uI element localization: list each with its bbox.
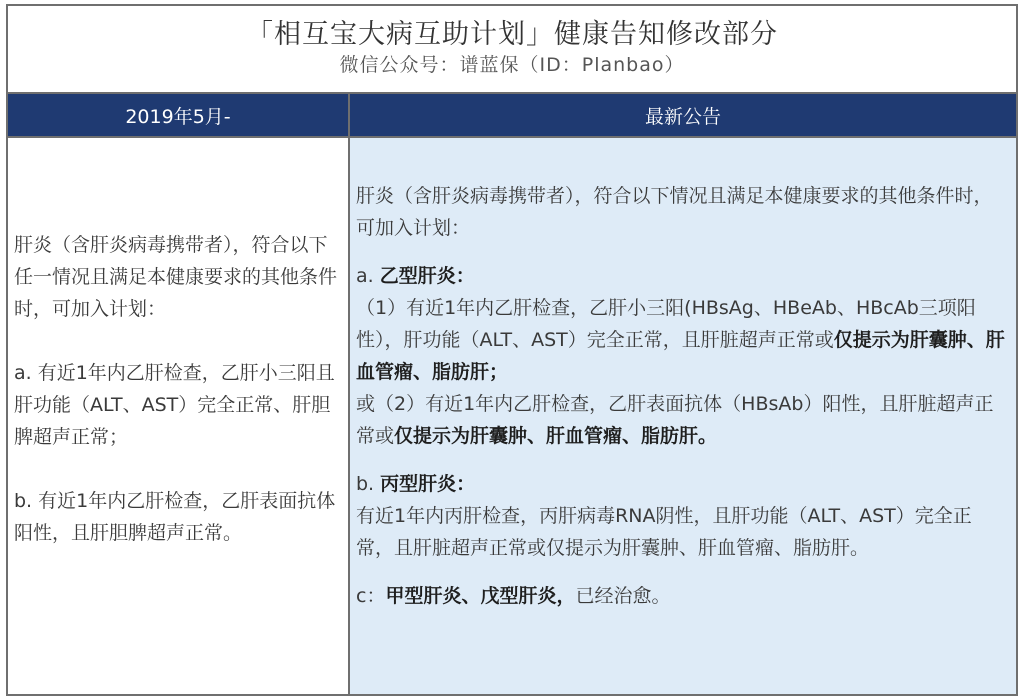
new-item-c-text: 已经治愈。 [575, 585, 671, 607]
page-title: 「相互宝大病互助计划」健康告知修改部分 [246, 19, 778, 50]
column-header-date: 2019年5月- [8, 94, 350, 136]
title-area [8, 6, 1016, 94]
page-subtitle: 微信公众号：谱蓝保（ID：Planbao） [339, 54, 685, 76]
new-item-b-text: 有近1年内丙肝检查，丙肝病毒RNA阴性，且肝功能（ALT、AST）完全正常，且肝脏超声正常或仅提示为肝囊肿、肝血管瘤、脂肪肝。 [356, 505, 972, 559]
new-item-a1-text: （1）有近1年内乙肝检查，乙肝小三阳(HBsAg、HBeAb、HBcAb三项阳性），肝功能（ALT、AST）完全正常，且肝脏超声正常或 [356, 297, 976, 351]
new-item-a2 [356, 388, 1006, 452]
new-item-a1-bold: 仅提示为肝囊肿、肝血管瘤、脂肪肝； [356, 329, 1005, 383]
new-item-b-title: 丙型肝炎： [380, 473, 476, 495]
new-item-a2-bold: 仅提示为肝囊肿、肝血管瘤、脂肪肝。 [394, 425, 718, 447]
new-item-b-heading [356, 468, 1006, 500]
new-item-a-prefix: a. [356, 265, 380, 287]
table-body-row [8, 138, 1016, 694]
new-item-c [356, 580, 1006, 612]
new-item-a1 [356, 292, 1006, 388]
new-item-b-prefix: b. [356, 473, 381, 495]
new-item-a-title: 乙型肝炎： [379, 265, 475, 287]
new-item-c-bold: 甲型肝炎、戊型肝炎， [385, 585, 576, 607]
old-item-a: a. 有近1年内乙肝检查，乙肝小三阳且肝功能（ALT、AST）完全正常、肝胆脾超声正常； [14, 362, 335, 448]
old-item-b: b. 有近1年内乙肝检查，乙肝表面抗体阳性，且肝胆脾超声正常。 [14, 490, 336, 544]
old-rules-cell [8, 138, 350, 694]
new-rules-cell [350, 138, 1016, 694]
new-intro: 肝炎（含肝炎病毒携带者），符合以下情况且满足本健康要求的其他条件时，可加入计划： [356, 185, 993, 239]
new-item-a2-text: 或（2）有近1年内乙肝检查，乙肝表面抗体（HBsAb）阳性，且肝脏超声正常或 [356, 393, 994, 447]
column-header-latest: 最新公告 [644, 105, 721, 128]
table-header-row [8, 94, 1016, 138]
new-item-a-heading [356, 260, 1006, 292]
old-intro: 肝炎（含肝炎病毒携带者），符合以下任一情况且满足本健康要求的其他条件时，可加入计划： [14, 234, 338, 320]
new-item-c-prefix: c： [356, 585, 386, 607]
notice-table [6, 4, 1018, 696]
